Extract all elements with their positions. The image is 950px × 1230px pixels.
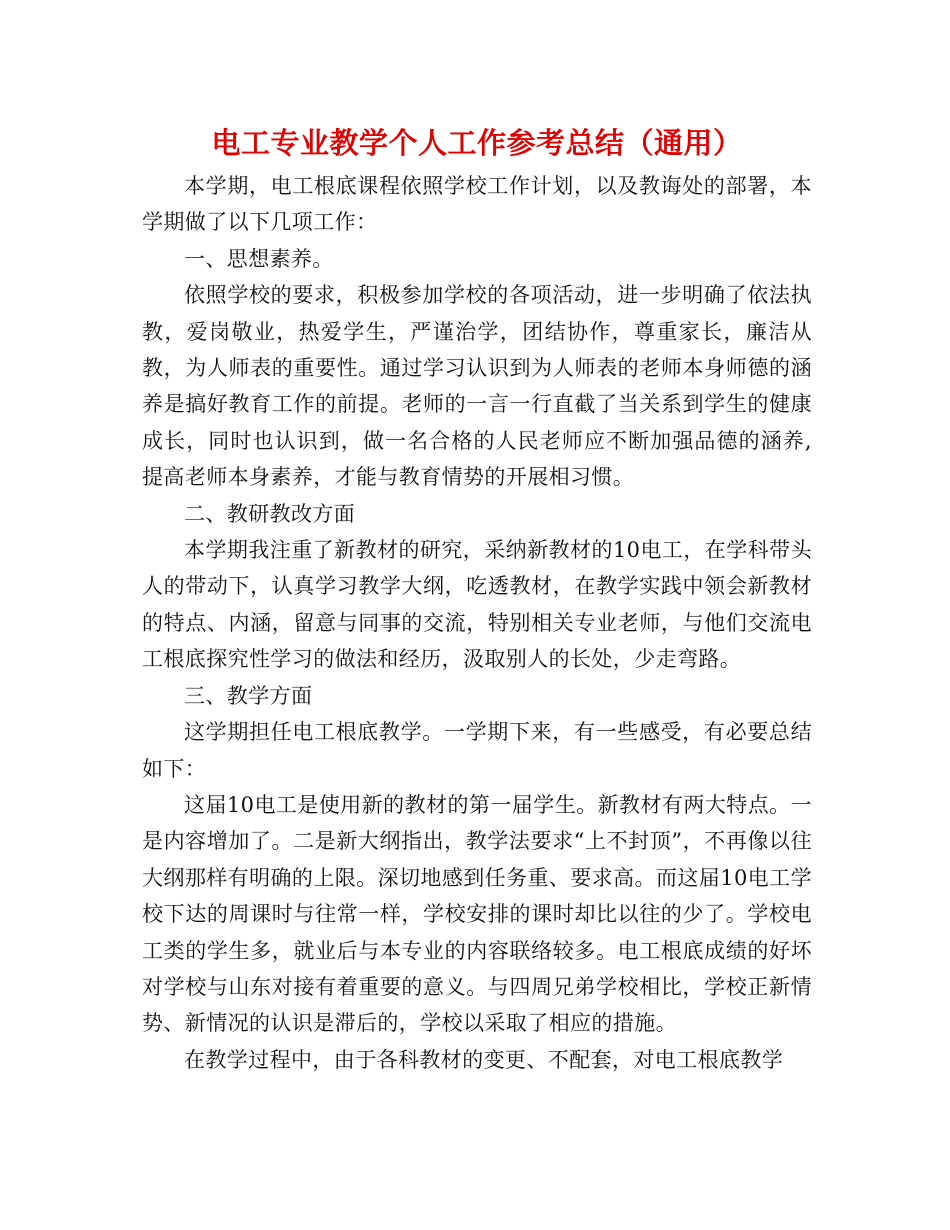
heading-teaching: 三、教学方面 (184, 683, 313, 708)
document-title: 电工专业教学个人工作参考总结（通用） (211, 126, 743, 160)
paragraph-new-textbook: 这届10电工是使用新的教材的第一届学生。新教材有两大特点。一是内容增加了。二是新大纲指出，教学法要求“上不封顶”，不再像以往大纲那样有明确的上限。深切地感到任务重、要求高。而这届10电工学校下达的周课时与往常一样，学校安排的课时却比以往的少了。学校电工类的学生多，就业后与本专业的内容联络较多。电工根底成绩的好坏对学校与山东对接有着重要的意义。与四周兄弟学校相比，学校正新情势、新情况的认识是滞后的，学校以采取了相应的措施。 (142, 792, 812, 1036)
paragraph-teaching-process: 在教学过程中，由于各科教材的变更、不配套，对电工根底教学 (184, 1047, 784, 1072)
paragraph-teaching-summary: 这学期担任电工根底教学。一学期下来，有一些感受，有必要总结如下： (142, 720, 812, 781)
document-page (142, 118, 812, 1078)
paragraph-teaching-research: 本学期我注重了新教材的研究，采纳新教材的10电工，在学科带头人的带动下，认真学习教学大纲，吃透教材，在教学实践中领会新教材的特点、内涵，留意与同事的交流，特别相关专业老师，与他们交流电工根底探究性学习的做法和经历，汲取别人的长处，少走弯路。 (142, 538, 812, 672)
paragraph-intro: 本学期，电工根底课程依照学校工作计划，以及教诲处的部署，本学期做了以下几项工作： (142, 174, 812, 235)
heading-ideology: 一、思想素养。 (184, 246, 334, 271)
heading-teaching-research: 二、教研教改方面 (184, 501, 356, 526)
document-body (142, 168, 812, 1078)
paragraph-ideology: 依照学校的要求，积极参加学校的各项活动，进一步明确了依法执教，爱岗敬业，热爱学生，严谨治学，团结协作，尊重家长，廉洁从教，为人师表的重要性。通过学习认识到为人师表的老师本身师德的涵养是搞好教育工作的前提。老师的一言一行直截了当关系到学生的健康成长，同时也认识到，做一名合格的人民老师应不断加强品德的涵养,提高老师本身素养，才能与教育情势的开展相习惯。 (142, 283, 812, 490)
